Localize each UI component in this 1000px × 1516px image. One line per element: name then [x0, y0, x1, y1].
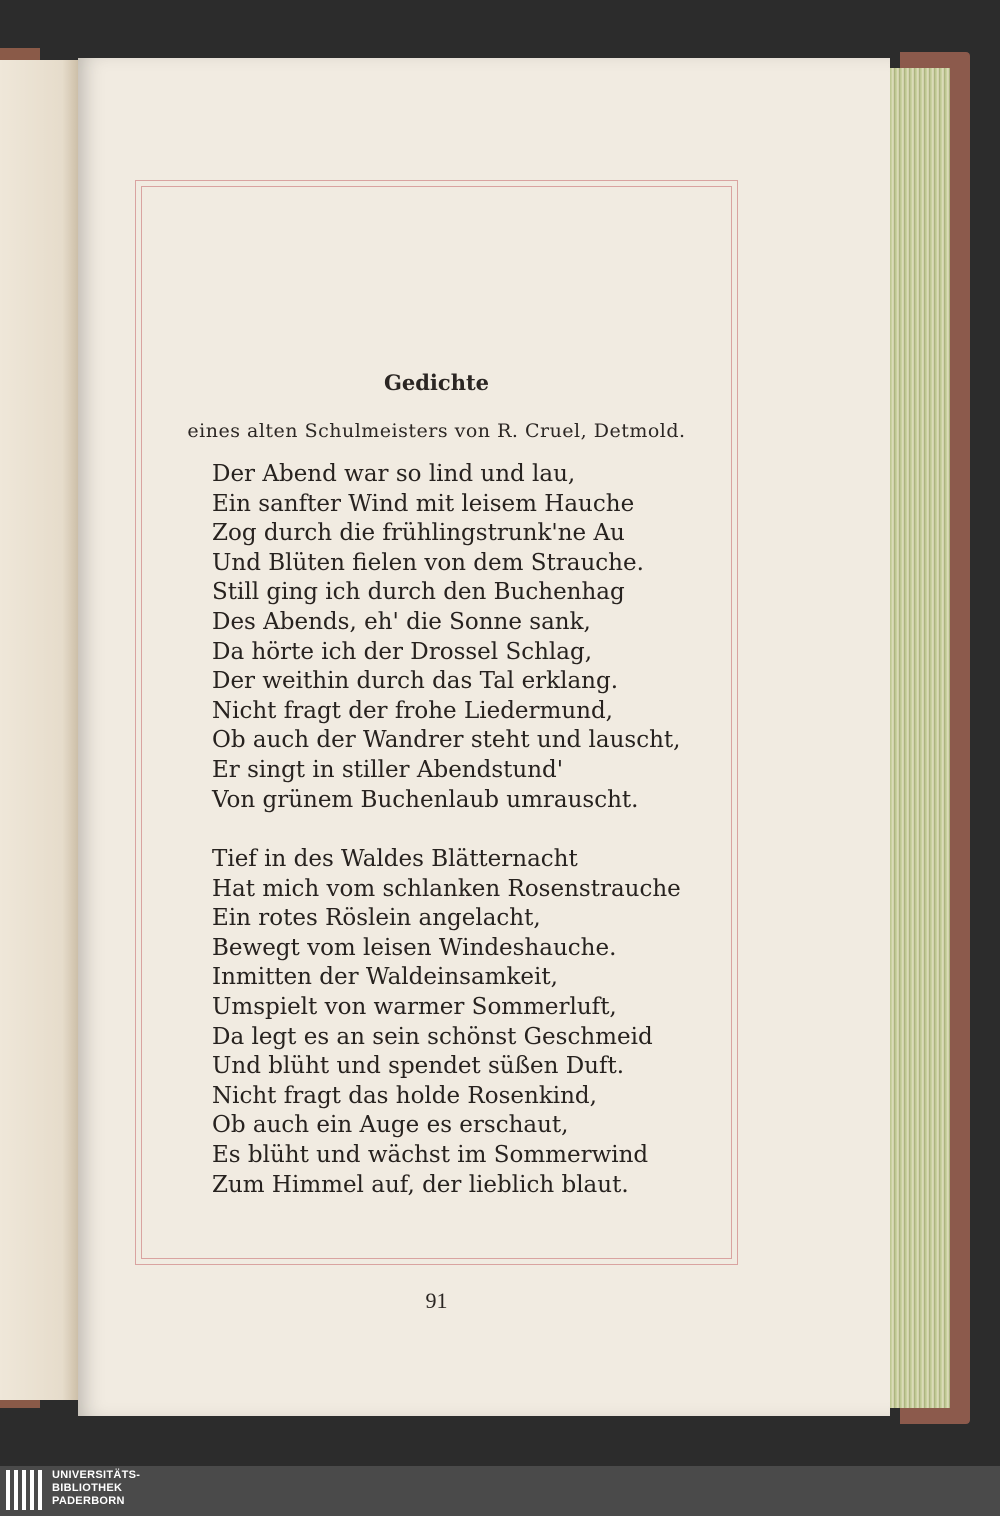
verse-line: Der weithin durch das Tal erklang. — [212, 668, 619, 695]
verse-line: Des Abends, eh' die Sonne sank, — [212, 608, 591, 635]
verse-line: Er singt in stiller Abendstund' — [212, 756, 564, 783]
verse-line: Bewegt vom leisen Windeshauche. — [212, 934, 617, 961]
left-page-edge — [0, 60, 78, 1400]
verse-line: Still ging ich durch den Buchenhag — [212, 579, 625, 606]
verse-line: Es blüht und wächst im Sommerwind — [212, 1141, 649, 1168]
stanza-1 — [212, 460, 712, 815]
logo-line: PADERBORN — [52, 1495, 125, 1507]
verse-line: Ob auch der Wandrer steht und lauscht, — [212, 727, 681, 754]
page-number: 91 — [425, 1288, 448, 1313]
verse-line: Umspielt von warmer Sommerluft, — [212, 993, 617, 1020]
verse-line: Zum Himmel auf, der lieblich blaut. — [212, 1171, 629, 1198]
verse-line: Und blüht und spendet süßen Duft. — [212, 1053, 625, 1080]
logo-line: BIBLIOTHEK — [52, 1482, 123, 1494]
verse-line: Ein rotes Röslein angelacht, — [212, 905, 541, 932]
page-edges — [880, 68, 950, 1408]
verse-line: Von grünem Buchenlaub umrauscht. — [212, 786, 639, 813]
logo-line: UNIVERSITÄTS- — [52, 1469, 141, 1481]
verse-line: Ein sanfter Wind mit leisem Hauche — [212, 490, 635, 517]
verse-line: Zog durch die frühlingstrunk'ne Au — [212, 520, 625, 547]
verse-line: Inmitten der Waldeinsamkeit, — [212, 964, 558, 991]
verse-line: Nicht fragt das holde Rosenkind, — [212, 1082, 597, 1109]
verse-line: Da hörte ich der Drossel Schlag, — [212, 638, 593, 665]
library-logo-icon — [6, 1470, 46, 1510]
verse-line: Der Abend war so lind und lau, — [212, 461, 576, 487]
poem-title: Gedichte — [383, 370, 490, 395]
verse-line: Tief in des Waldes Blätternacht — [212, 846, 578, 872]
library-logo-text — [52, 1469, 140, 1508]
verse-line: Hat mich vom schlanken Rosenstrauche — [212, 875, 681, 902]
verse-line: Ob auch ein Auge es erschaut, — [212, 1112, 569, 1139]
verse-line: Nicht fragt der frohe Liedermund, — [212, 697, 613, 724]
library-footer-bar — [0, 1466, 1000, 1516]
verse-line: Da legt es an sein schönst Geschmeid — [212, 1023, 653, 1050]
stanza-2 — [212, 845, 712, 1200]
poem-subtitle: eines alten Schulmeisters von R. Cruel, Detmold. — [187, 420, 686, 442]
verse-line: Und Blüten fielen von dem Strauche. — [212, 549, 644, 576]
